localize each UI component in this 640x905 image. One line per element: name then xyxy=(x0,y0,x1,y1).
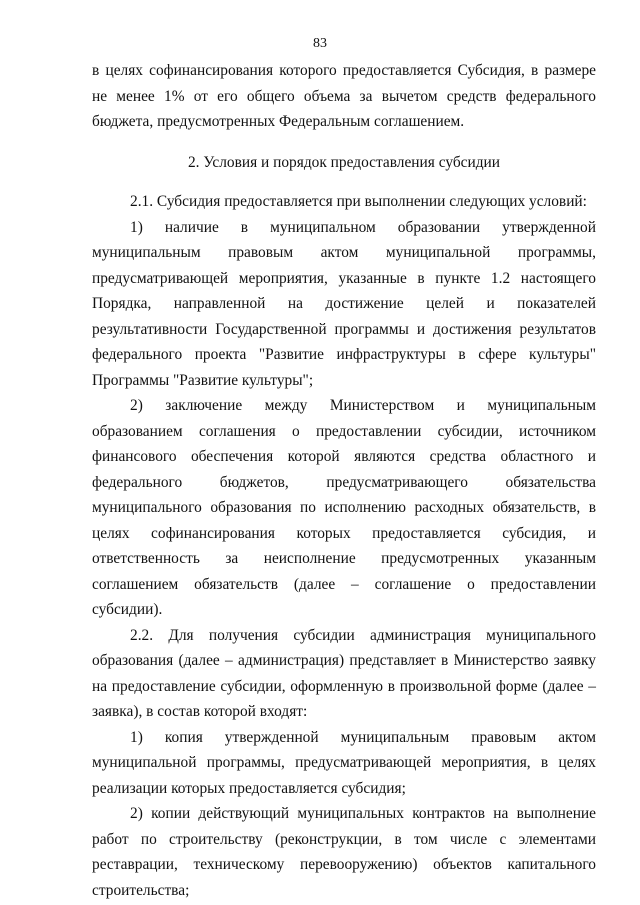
document-body xyxy=(92,58,596,903)
paragraph-2-1-item-1: 1) наличие в муниципальном образовании утвержденной муниципальным правовым актом муниципальной программы, предусматривающей мероприятия, указанные в пункте 1.2 настоящего Порядка, направленной на достижение целей и показателей результативности Государственной программы и достижения результатов федерального проекта "Развитие инфраструктуры в сфере культуры" Программы "Развитие культуры"; xyxy=(92,218,596,389)
paragraph-2-2-item-1: 1) копия утвержденной муниципальным правовым актом муниципальной программы, предусматривающей мероприятия, в целях реализации которых предоставляется субсидия; xyxy=(92,728,596,797)
paragraph-2-2: 2.2. Для получения субсидии администрация муниципального образования (далее – администрация) представляет в Министерство заявку на предоставление субсидии, оформленную в произвольной форме (далее – заявка), в состав которой входят: xyxy=(92,626,596,720)
paragraph-2-2-item-2: 2) копии действующий муниципальных контрактов на выполнение работ по строительству (реконструкции, в том числе с элементами реставрации, техническому перевооружению) объектов капитального строительства; xyxy=(92,805,596,899)
page-number: 83 xyxy=(313,36,327,51)
paragraph-2-1-item-2: 2) заключение между Министерством и муниципальным образованием соглашения о предоставлении субсидии, источником финансового обеспечения которой являются средства областного и федерального бюджетов, предусматривающего обязательства муниципального образования по исполнению расходных обязательств, в целях софинансирования которых предоставляется субсидия, и ответственность за неисполнение предусмотренных указанным соглашением обязательств (далее – соглашение о предоставлении субсидии). xyxy=(92,397,596,618)
section-heading: 2. Условия и порядок предоставления субсидии xyxy=(187,153,501,171)
paragraph-2-1: 2.1. Субсидия предоставляется при выполнении следующих условий: xyxy=(130,193,587,210)
intro-paragraph: в целях софинансирования которого предоставляется Субсидия, в размере не менее 1% от его общего объема за вычетом средств федерального бюджета, предусмотренных Федеральным соглашением. xyxy=(92,62,596,130)
